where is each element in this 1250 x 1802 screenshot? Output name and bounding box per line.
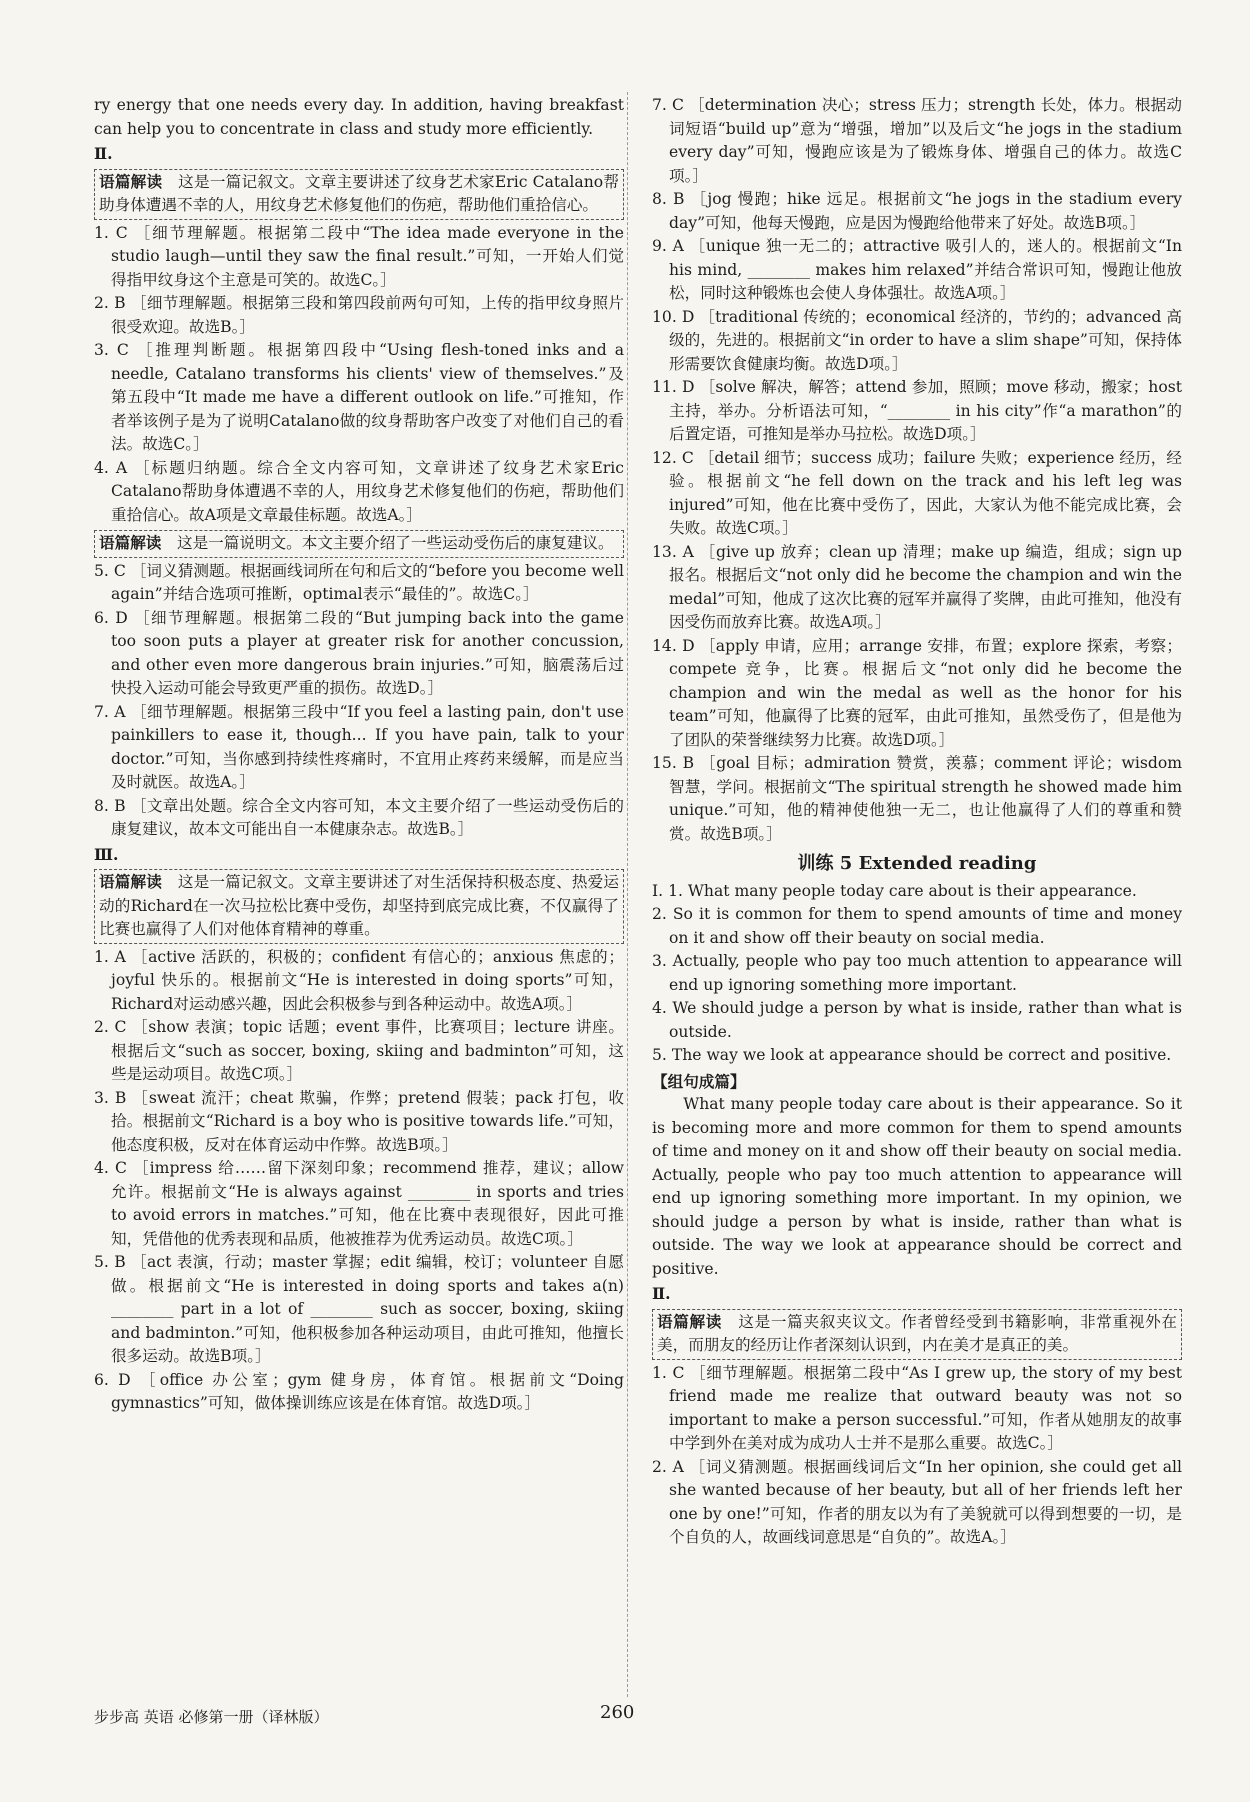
- analysis-tag: 语篇解读: [657, 1312, 723, 1331]
- section-number: Ⅱ.: [652, 1284, 671, 1303]
- answer-item: 11. D ［solve 解决，解答；attend 参加，照顾；move 移动，搬家；host 主持，举办。分析语法可知，“________ in his city”作“a marathon”的后置定语，可推知是举办马拉松。故选D项。］: [652, 378, 1182, 443]
- answer-item: 3. C ［推理判断题。根据第四段中“Using flesh-toned inks and a needle, Catalano transforms his clients' view of themselves.”及第五段中“It made me have a different outlook on life.”可推知，作者举该例子是为了说明Catalano做的纹身帮助客户改变了对他们自己的看法。故选C。］: [94, 341, 624, 453]
- answer-item: 13. A ［give up 放弃；clean up 清理；make up 编造，组成；sign up 报名。根据后文“not only did he become the champion and win the medal”可知，他成了这次比赛的冠军并赢得了奖牌，由此可推知，他没有因受伤而放弃比赛。故选A项。］: [652, 542, 1182, 631]
- answer-item: 2. B ［细节理解题。根据第三段和第四段前两句可知，上传的指甲纹身照片很受欢迎。故选B。］: [94, 294, 624, 336]
- answer-item: 4. C ［impress 给……留下深刻印象；recommend 推荐，建议；allow 允许。根据前文“He is always against ________ in sports and tries to avoid errors in matches.”可知，他在比赛中表现很好，因此可推知，凭借他的优秀表现和品质，他被推荐为优秀运动员。故选C项。］: [94, 1159, 624, 1248]
- answer-item: 1. C ［细节理解题。根据第二段中“The idea made everyone in the studio laugh—until they saw the final result.”可知，一开始人们觉得指甲纹身这个主意是可笑的。故选C。］: [94, 223, 624, 289]
- section-number: Ⅲ.: [94, 844, 119, 864]
- paragraph: ry energy that one needs every day. In addition, having breakfast can help you to concentrate in class and study more efficiently.: [94, 96, 624, 138]
- answer-item: 7. A ［细节理解题。根据第三段中“If you feel a lasting pain, don't use painkillers to ease it, though... If you have pain, talk to your doctor.”可知，当你感到持续性疼痛时，不宜用止疼药来缓解，而是应当及时就医。故选A。］: [94, 702, 624, 791]
- answer-item: 4. We should judge a person by what is inside, rather than what is outside.: [652, 999, 1182, 1041]
- answer-item: 5. The way we look at appearance should be correct and positive.: [652, 1046, 1172, 1064]
- analysis-tag: 语篇解读: [99, 873, 163, 891]
- answer-item: 5. C ［词义猜测题。根据画线词所在句和后文的“before you become well again”并结合选项可推断，optimal表示“最佳的”。故选C。］: [94, 561, 624, 603]
- section-number: Ⅱ.: [94, 144, 113, 163]
- text-analysis-box: [94, 169, 624, 220]
- answer-item: 8. B ［jog 慢跑；hike 远足。根据前文“he jogs in the stadium every day”可知，他每天慢跑，应是因为慢跑给他带来了好处。故选B项。］: [652, 190, 1182, 232]
- analysis-text: 这是一篇说明文。本文主要介绍了一些运动受伤后的康复建议。: [176, 534, 614, 552]
- answer-item: 9. A ［unique 独一无二的；attractive 吸引人的，迷人的。根据前文“In his mind, ________ makes him relaxed”并结合常识可知，慢跑让他放松，同时这种锻炼也会使人身体强壮。故选A项。］: [652, 237, 1182, 302]
- answer-item: 7. C ［determination 决心；stress 压力；strength 长处，体力。根据动词短语“build up”意为“增强，增加”以及后文“he jogs in the stadium every day”可知，慢跑应该是为了锻炼身体、增强自己的体力。故选C项。］: [652, 96, 1182, 185]
- answer-item: 2. So it is common for them to spend amounts of time and money on it and show off their beauty on social media.: [652, 905, 1182, 947]
- answer-item: 8. B ［文章出处题。综合全文内容可知，本文主要介绍了一些运动受伤后的康复建议，故本文可能出自一本健康杂志。故选B。］: [94, 796, 624, 838]
- answer-item: 6. D ［细节理解题。根据第二段的“But jumping back into the game too soon puts a player at greater risk for another concussion, and other even more dangerous brain injuries.”可知，脑震荡后过快投入运动可能会导致更严重的损伤。故选D。］: [94, 608, 624, 697]
- answer-item: 1. A ［active 活跃的，积极的；confident 有信心的；anxious 焦虑的；joyful 快乐的。根据前文“He is interested in doing sports”可知，Richard对运动感兴趣，因此会积极参与到各种运动中。故选A项。］: [94, 947, 624, 1013]
- answer-item: 10. D ［traditional 传统的；economical 经济的，节约的；advanced 高级的，先进的。根据前文“in order to have a slim shape”可知，保持体形需要饮食健康均衡。故选D项。］: [652, 307, 1182, 373]
- composed-passage: What many people today care about is their appearance. So it is becoming more and more common for them to spend amounts of time and money on it and show off their beauty on social media. Actually, people who pay too much attention to appearance will end up ignoring something more important. In my opinion, we should judge a person by what is inside, rather than what is outside. The way we look at appearance should be correct and positive.: [652, 1095, 1182, 1278]
- analysis-tag: 语篇解读: [99, 172, 163, 191]
- answer-item: 3. B ［sweat 流汗；cheat 欺骗，作弊；pretend 假装；pack 打包，收拾。根据前文“Richard is a boy who is positive towards life.”可知，他态度积极，反对在体育运动中作弊。故选B项。］: [94, 1088, 624, 1154]
- left-column: [94, 94, 624, 1416]
- answer-item: 4. A ［标题归纳题。综合全文内容可知，文章讲述了纹身艺术家Eric Catalano帮助身体遭遇不幸的人，用纹身艺术修复他们的伤疤，帮助他们重拾信心。故A项是文章最佳标题。故选A。］: [94, 458, 624, 524]
- text-analysis-box: [94, 530, 624, 558]
- answer-item: 2. C ［show 表演；topic 话题；event 事件，比赛项目；lecture 讲座。根据后文“such as soccer, boxing, skiing and badminton”可知，这些是运动项目。故选C项。］: [94, 1018, 624, 1083]
- page-number: 260: [600, 1702, 635, 1723]
- answer-item: 15. B ［goal 目标；admiration 赞赏，羡慕；comment 评论；wisdom 智慧，学问。根据前文“The spiritual strength he showed made him unique.”可知，他的精神使他独一无二，也让他赢得了人们的尊重和赞赏。故选B项。］: [652, 754, 1182, 843]
- analysis-text: 这是一篇记叙文。文章主要讲述了纹身艺术家Eric Catalano帮助身体遭遇不幸的人，用纹身艺术修复他们的伤疤，帮助他们重拾信心。: [99, 172, 619, 214]
- text-analysis-box: [652, 1309, 1182, 1360]
- answer-item: 5. B ［act 表演，行动；master 掌握；edit 编辑，校订；volunteer 自愿做。根据前文“He is interested in doing sports and takes a(n) ________ part in a lot of ________ such as soccer, boxing, skiing and badminton.”可知，他积极参加各种运动项目，由此可推知，他擅长很多运动。故选B项。］: [94, 1253, 624, 1365]
- sub-heading: 【组句成篇】: [652, 1071, 746, 1091]
- answer-item: 3. Actually, people who pay too much attention to appearance will end up ignoring something more important.: [652, 952, 1182, 994]
- analysis-text: 这是一篇夹叙夹议文。作者曾经受到书籍影响，非常重视外在美，而朋友的经历让作者深刻认识到，内在美才是真正的美。: [657, 1312, 1177, 1354]
- answer-item: Ⅰ. 1. What many people today care about is their appearance.: [652, 881, 1137, 900]
- column-divider: [627, 92, 628, 1697]
- answer-item: 1. C ［细节理解题。根据第二段中“As I grew up, the story of my best friend made me realize that outward beauty was not so important to make a person successful.”可知，作者从她朋友的故事中学到外在美对成为成功人士并不是那么重要。故选C。］: [652, 1363, 1182, 1452]
- training-title: 训练 5 Extended reading: [797, 853, 1037, 874]
- answer-item: 2. A ［词义猜测题。根据画线词后文“In her opinion, she could get all she wanted because of her beauty, but all of her friends left her one by one!”可知，作者的朋友以为有了美貌就可以得到想要的一切，是个自负的人，故画线词意思是“自负的”。故选A。］: [652, 1457, 1182, 1546]
- answer-item: 14. D ［apply 申请，应用；arrange 安排，布置；explore 探索，考察；compete 竞争，比赛。根据后文“not only did he become the champion and win the medal as well as the honor for his team”可知，他赢得了比赛的冠军，由此可推知，虽然受伤了，但是他为了团队的荣誉继续努力比赛。故选D项。］: [652, 636, 1182, 749]
- answer-item: 12. C ［detail 细节；success 成功；failure 失败；experience 经历，经验。根据前文“he fell down on the track and his left leg was injured”可知，他在比赛中受伤了，因此，大家认为他不能完成比赛，会失败。故选C项。］: [652, 448, 1182, 537]
- answer-item: 6. D ［office 办公室；gym 健身房，体育馆。根据前文“Doing gymnastics”可知，做体操训练应该是在体育馆。故选D项。］: [94, 1370, 624, 1412]
- text-analysis-box: [94, 869, 624, 944]
- analysis-text: 这是一篇记叙文。文章主要讲述了对生活保持积极态度、热爱运动的Richard在一次马拉松比赛中受伤，却坚持到底完成比赛，不仅赢得了比赛也赢得了人们对他体育精神的尊重。: [99, 873, 619, 938]
- book-title-footer: 步步高 英语 必修第一册（译林版）: [94, 1708, 329, 1726]
- right-column: [652, 94, 1182, 1550]
- analysis-tag: 语篇解读: [99, 534, 162, 552]
